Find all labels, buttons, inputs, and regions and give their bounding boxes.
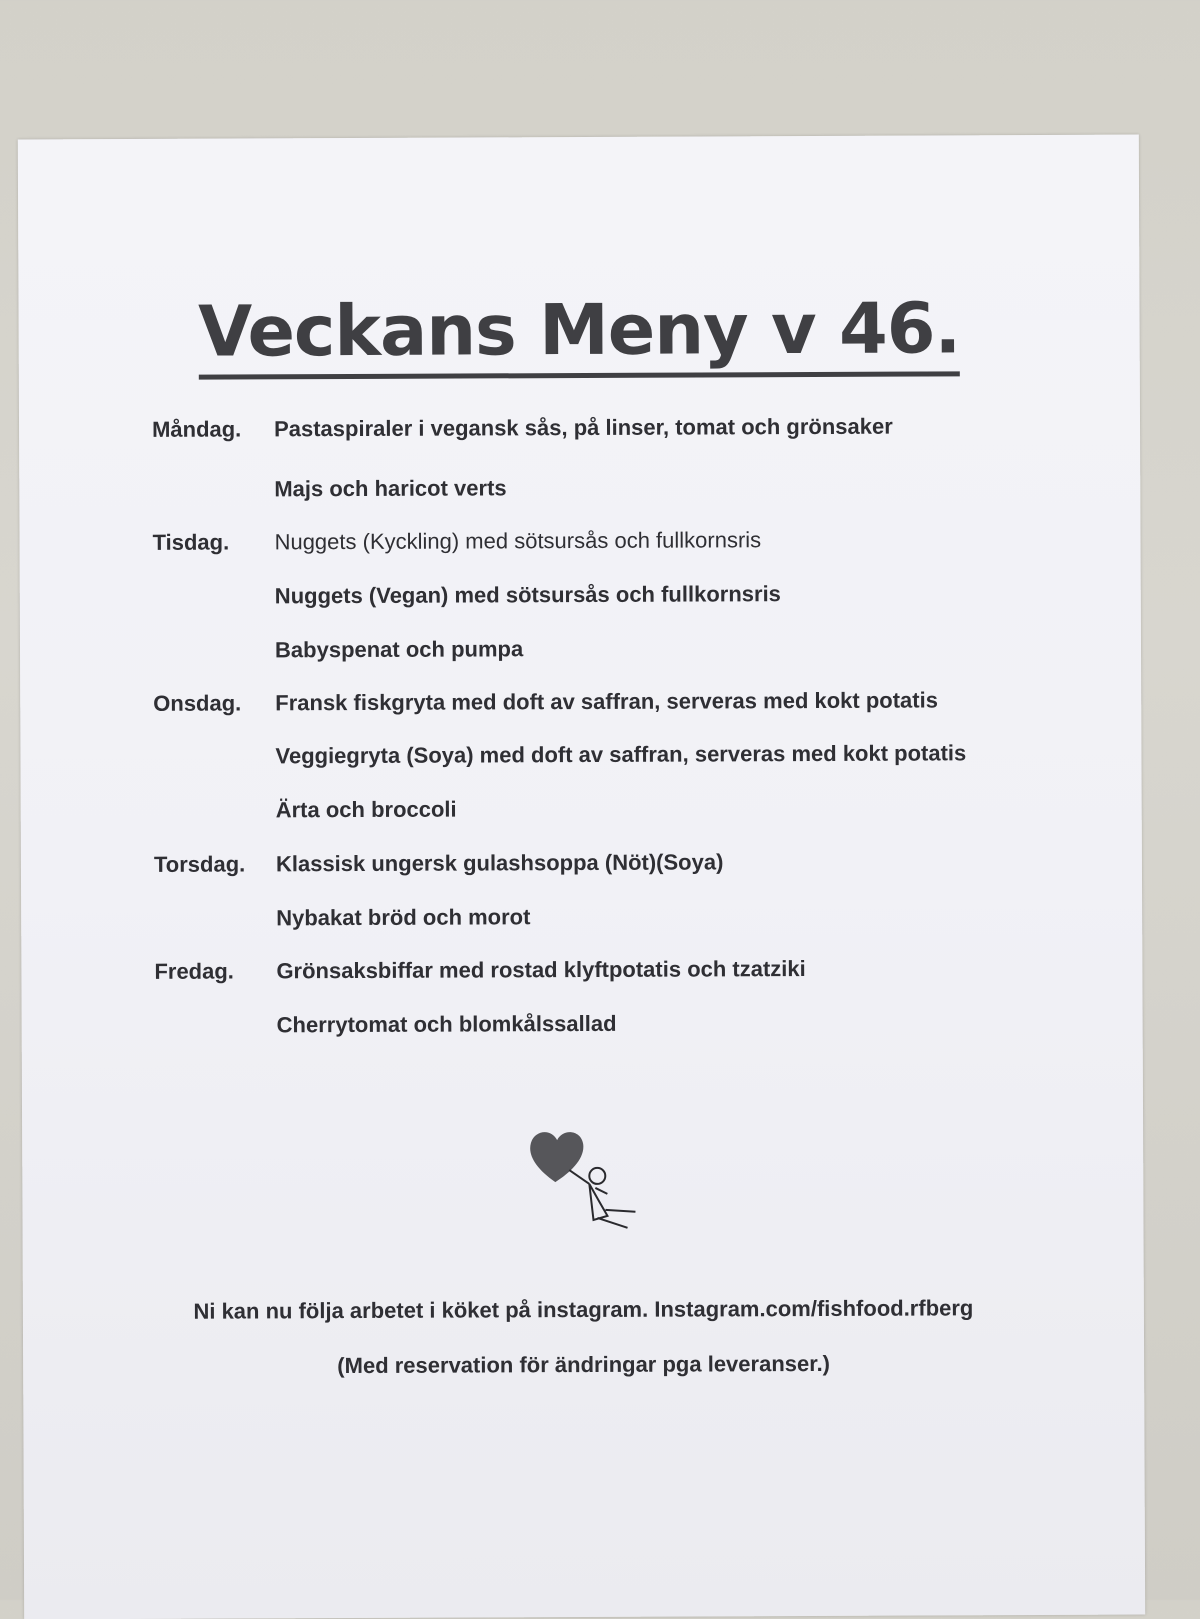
menu-row bbox=[22, 1009, 1122, 1046]
menu-row bbox=[19, 526, 1119, 563]
menu-row bbox=[20, 740, 1120, 777]
dish-text: Klassisk ungersk gulashsoppa (Nöt)(Soya) bbox=[275, 849, 724, 877]
menu-row bbox=[21, 848, 1121, 885]
dish-text: Grönsaksbiffar med rostad klyftpotatis och tzatziki bbox=[276, 956, 806, 984]
menu-row bbox=[21, 955, 1121, 992]
menu-row bbox=[20, 580, 1120, 617]
menu-title bbox=[18, 287, 1139, 374]
day-label: Fredag. bbox=[154, 958, 234, 984]
menu-row bbox=[20, 634, 1120, 671]
dish-text: Majs och haricot verts bbox=[274, 475, 507, 502]
dish-text: Cherrytomat och blomkålssallad bbox=[276, 1010, 617, 1038]
menu-row bbox=[19, 473, 1119, 510]
dish-text: Fransk fiskgryta med doft av saffran, serveras med kokt potatis bbox=[275, 687, 938, 716]
menu-title-text: Veckans Meny v 46. bbox=[198, 287, 960, 379]
dish-text: Pastaspiraler i vegansk sås, på linser, tomat och grönsaker bbox=[273, 413, 893, 442]
menu-paper bbox=[18, 135, 1145, 1619]
dish-text: Ärta och broccoli bbox=[275, 796, 457, 823]
footer-disclaimer: (Med reservation för ändringar pga leveranser.) bbox=[337, 1350, 831, 1379]
dish-text: Nuggets (Vegan) med sötsursås och fullkornsris bbox=[274, 581, 781, 609]
day-label: Måndag. bbox=[151, 416, 242, 442]
dish-text: Nuggets (Kyckling) med sötsursås och fullkornsris bbox=[274, 527, 762, 555]
dish-text: Nybakat bröd och morot bbox=[276, 904, 531, 931]
heart-balloon-figure-icon bbox=[527, 1124, 643, 1240]
day-label: Onsdag. bbox=[153, 690, 242, 716]
day-label: Torsdag. bbox=[153, 851, 246, 877]
dish-text: Babyspenat och pumpa bbox=[274, 636, 524, 663]
dish-text: Veggiegryta (Soya) med doft av saffran, serveras med kokt potatis bbox=[275, 740, 967, 769]
menu-row bbox=[20, 687, 1120, 724]
menu-row bbox=[21, 902, 1121, 939]
day-label: Tisdag. bbox=[152, 529, 230, 555]
footer-instagram-note: Ni kan nu följa arbetet i köket på instagram. Instagram.com/fishfood.rfberg bbox=[193, 1295, 974, 1324]
menu-row bbox=[19, 413, 1119, 450]
menu-row bbox=[21, 794, 1121, 831]
